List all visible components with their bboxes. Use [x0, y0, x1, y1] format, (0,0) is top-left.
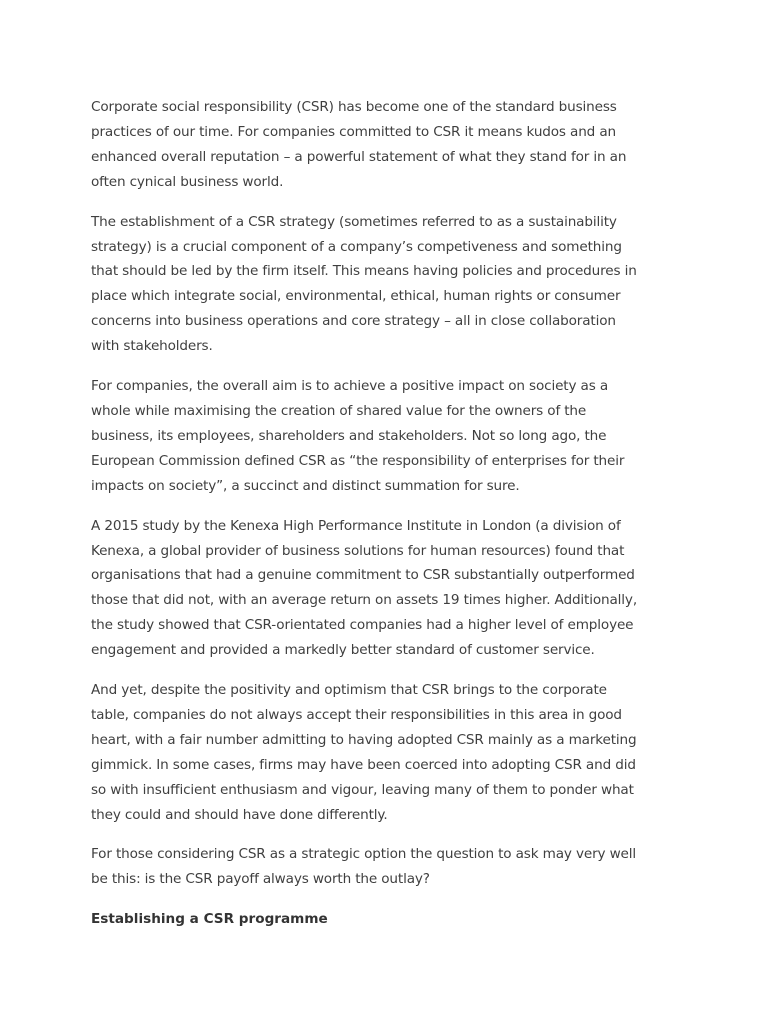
- paragraph: For companies, the overall aim is to achieve a positive impact on society as a whole while maximising the creation of shared value for the owners of the business, its employees, shareholders and stakeholders. Not so long ago, the European Commission defined CSR as “the responsibility of enterprises for their impacts on society”, a succinct and distinct summation for sure.: [91, 378, 625, 494]
- paragraph: And yet, despite the positivity and optimism that CSR brings to the corporate table, companies do not always accept their responsibilities in this area in good heart, with a fair number admitting to having adopted CSR mainly as a marketing gimmick. In some cases, firms may have been coerced into adopting CSR and did so with insufficient enthusiasm and vigour, leaving many of them to ponder what they could and should have done differently.: [91, 682, 637, 823]
- paragraph: A 2015 study by the Kenexa High Performance Institute in London (a division of Kenexa, a global provider of business solutions for human resources) found that organisations that had a genuine commitment to CSR substantially outperformed those that did not, with an average return on assets 19 times higher. Additionally, the study showed that CSR-orientated companies had a higher level of employee engagement and provided a markedly better standard of customer service.: [91, 517, 637, 659]
- section-heading: Establishing a CSR programme: [91, 911, 328, 928]
- paragraph: For those considering CSR as a strategic option the question to ask may very well be this: is the CSR payoff always worth the outlay?: [91, 846, 637, 888]
- paragraph: The establishment of a CSR strategy (sometimes referred to as a sustainability strategy) is a crucial component of a company’s competiveness and something that should be led by the firm itself. This means having policies and procedures in place which integrate social, environmental, ethical, human rights or consumer concerns into business operations and core strategy – all in close collaboration with stakeholders.: [91, 213, 637, 355]
- article-body: [91, 95, 647, 932]
- paragraph: Corporate social responsibility (CSR) has become one of the standard business practices of our time. For companies committed to CSR it means kudos and an enhanced overall reputation – a powerful statement of what they stand for in an often cynical business world.: [91, 99, 627, 190]
